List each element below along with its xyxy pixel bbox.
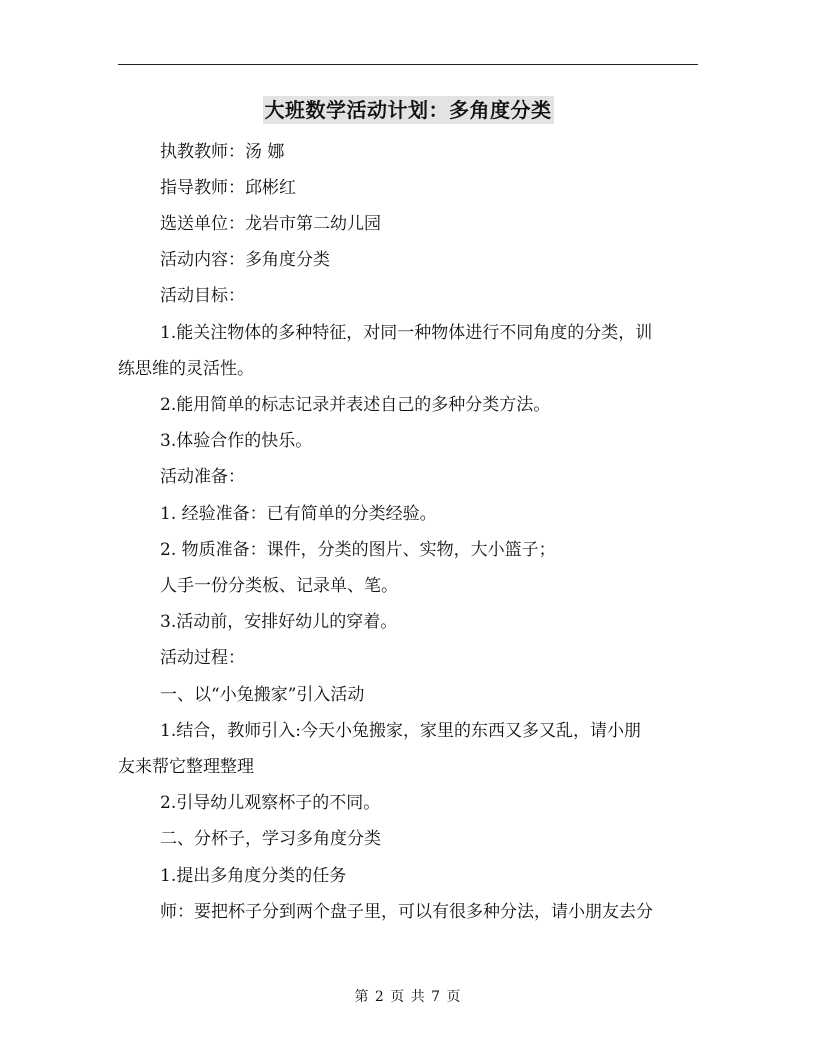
body-line-prep-2: 2. 物质准备：课件，分类的图片、实物，大小篮子； [160,540,556,560]
body-line-prep-3: 3.活动前，安排好幼儿的穿着。 [160,612,398,632]
body-line-process-2-1: 1.提出多角度分类的任务 [160,866,347,886]
body-line-content: 活动内容：多角度分类 [160,250,330,270]
body-line-process-2: 二、分杯子，学习多角度分类 [160,829,381,849]
section-heading-goals: 活动目标： [160,286,245,306]
body-line-process-2-1-text: 师：要把杯子分到两个盘子里，可以有很多种分法，请小朋友去分 [160,902,653,922]
body-line-goal-2: 2.能用简单的标志记录并表述自己的多种分类方法。 [160,395,551,415]
body-line-goal-3: 3.体验合作的快乐。 [160,431,313,451]
body-line-process-1-1-cont: 友来帮它整理整理 [118,757,254,777]
body-line-advisor: 指导教师：邱彬红 [160,178,296,198]
body-line-prep-1: 1. 经验准备：已有简单的分类经验。 [160,504,437,524]
title-container [0,96,816,124]
body-line-process-1-1: 1.结合，教师引入:今天小兔搬家，家里的东西又多又乱，请小朋 [160,721,641,741]
body-line-prep-2-cont: 人手一份分类板、记录单、笔。 [160,576,398,596]
body-line-process-1-2: 2.引导幼儿观察杯子的不同。 [160,793,381,813]
page-number-footer: 第 2 页 共 7 页 [354,989,462,1005]
header-rule [118,64,698,65]
section-heading-process: 活动过程： [160,648,245,668]
body-line-process-1: 一、以“小兔搬家”引入活动 [160,685,365,705]
body-line-unit: 选送单位：龙岩市第二幼儿园 [160,214,381,234]
body-line-goal-1-cont: 练思维的灵活性。 [118,359,254,379]
body-line-teacher: 执教教师：汤 娜 [160,142,285,162]
body-line-goal-1: 1.能关注物体的多种特征，对同一种物体进行不同角度的分类，训 [160,323,653,343]
section-heading-preparation: 活动准备： [160,467,245,487]
document-title: 大班数学活动计划：多角度分类 [264,98,552,122]
